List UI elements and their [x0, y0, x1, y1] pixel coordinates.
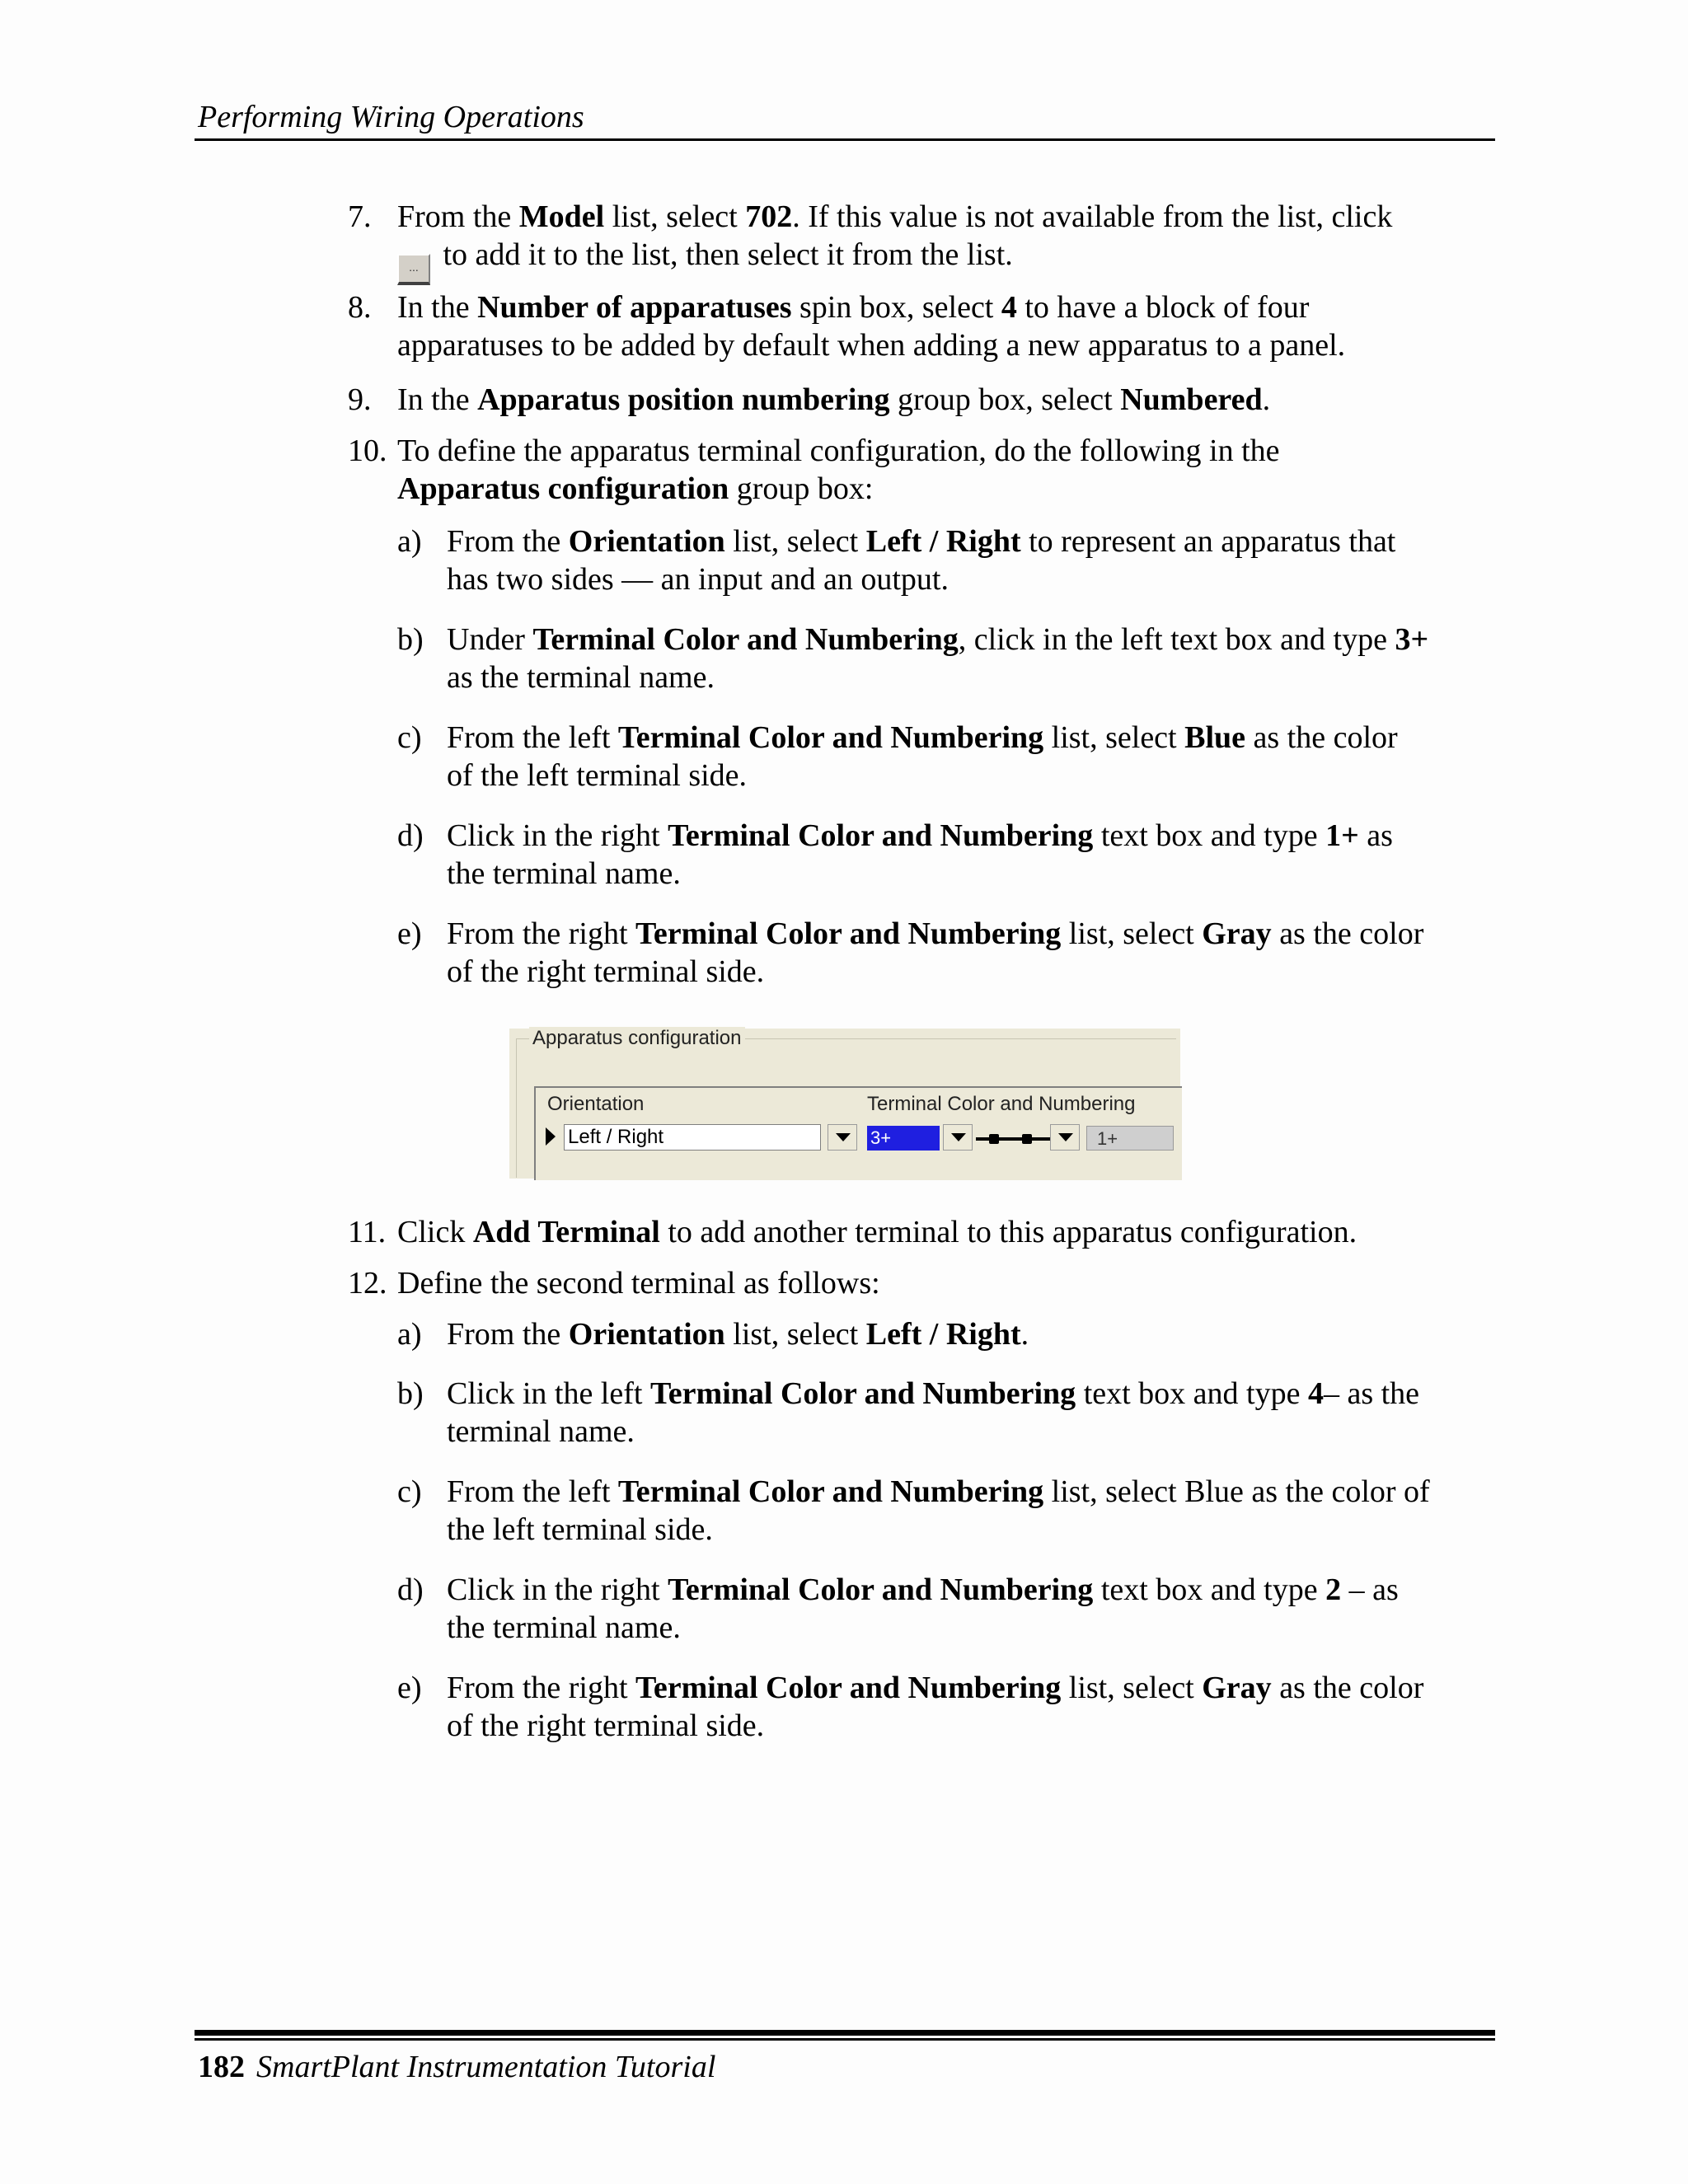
- ui-term: Apparatus position numbering: [477, 382, 890, 417]
- ui-term: Add Terminal: [472, 1215, 660, 1249]
- substep-10d: [397, 817, 1502, 896]
- step-text: list, select: [724, 524, 866, 559]
- step-text: as the color: [1271, 1671, 1424, 1705]
- left-terminal-color-dropdown-arrow-icon[interactable]: [943, 1124, 973, 1151]
- apparatus-configuration-screenshot: [509, 1029, 1180, 1179]
- terminal-column-header: Terminal Color and Numbering: [867, 1093, 1136, 1115]
- step-text: From the right: [447, 1671, 636, 1705]
- ui-term: Terminal Color and Numbering: [668, 818, 1094, 853]
- ui-value: Numbered: [1120, 382, 1263, 417]
- ui-term: Terminal Color and Numbering: [649, 1376, 1076, 1411]
- step-number: 11.: [348, 1215, 387, 1249]
- ui-value: 4: [1307, 1376, 1324, 1411]
- step-12: [348, 1264, 1502, 1304]
- step-text: as the color: [1271, 916, 1424, 951]
- ui-term: Terminal Color and Numbering: [617, 720, 1044, 755]
- page-number: 182: [198, 2050, 245, 2084]
- step-text: of the left terminal side.: [447, 758, 748, 793]
- substep-letter: c): [397, 1474, 422, 1509]
- step-text: From the: [447, 1317, 569, 1352]
- footer-rule-thick: [195, 2030, 1495, 2036]
- substep-12a: [397, 1315, 1502, 1355]
- ui-value: Left / Right: [865, 1317, 1021, 1352]
- orientation-combo[interactable]: Left / Right: [564, 1124, 821, 1151]
- step-text: list, select: [1061, 1671, 1203, 1705]
- step-text: .: [1262, 382, 1271, 417]
- ui-value: 1+: [1325, 818, 1359, 853]
- step-number: 12.: [348, 1266, 387, 1301]
- step-text: – as the: [1323, 1376, 1420, 1411]
- step-text: text box and type: [1076, 1376, 1308, 1411]
- step-text: Click in the left: [447, 1376, 650, 1411]
- substep-letter: e): [397, 916, 422, 951]
- step-text: list, select: [604, 199, 746, 234]
- step-text: group box:: [729, 471, 874, 506]
- right-terminal-color-dropdown-arrow-icon[interactable]: [1050, 1124, 1080, 1151]
- substep-letter: c): [397, 720, 422, 755]
- substep-10c: [397, 719, 1502, 798]
- ui-value: Blue: [1184, 720, 1246, 755]
- step-8: [348, 288, 1502, 368]
- group-box-legend: Apparatus configuration: [529, 1027, 745, 1050]
- step-text: In the: [397, 382, 478, 417]
- substep-letter: a): [397, 524, 422, 559]
- step-text: list, select: [1061, 916, 1203, 951]
- step-text: – as: [1341, 1572, 1399, 1607]
- substep-10a: [397, 523, 1502, 602]
- ellipsis-button[interactable]: ...: [397, 254, 430, 285]
- ui-value: 4: [1001, 290, 1017, 325]
- step-text: From the left: [447, 720, 618, 755]
- substep-letter: b): [397, 1376, 424, 1411]
- step-10: [348, 432, 1502, 511]
- wire-connector-dot: [1022, 1134, 1032, 1144]
- step-text: text box and type: [1093, 818, 1326, 853]
- step-text: to have a block of four: [1016, 290, 1310, 325]
- step-text: apparatuses to be added by default when adding a new apparatus to a panel.: [397, 328, 1346, 363]
- step-text: From the: [447, 524, 569, 559]
- step-text: .: [1020, 1317, 1029, 1352]
- ui-term: Terminal Color and Numbering: [532, 622, 959, 657]
- step-9: [348, 381, 1502, 420]
- step-text: to add it to the list, then select it from the list.: [435, 237, 1013, 272]
- step-text: to represent an apparatus that: [1020, 524, 1396, 559]
- substep-letter: d): [397, 818, 424, 853]
- step-text: Click in the right: [447, 1572, 668, 1607]
- step-number: 9.: [348, 382, 372, 417]
- terminal-wire: [976, 1137, 1058, 1141]
- step-text: To define the apparatus terminal configuration, do the following in the: [397, 434, 1280, 468]
- step-text: From the left: [447, 1474, 618, 1509]
- step-text: Click in the right: [447, 818, 668, 853]
- step-text: list, select: [724, 1317, 866, 1352]
- header-rule: [195, 138, 1495, 141]
- ui-value: 3+: [1395, 622, 1429, 657]
- page-header-title: Performing Wiring Operations: [198, 100, 584, 134]
- page-footer: [198, 2047, 715, 2087]
- step-text: Define the second terminal as follows:: [397, 1266, 880, 1301]
- step-text: Under: [447, 622, 533, 657]
- step-text: terminal name.: [447, 1414, 635, 1449]
- book-title: SmartPlant Instrumentation Tutorial: [256, 2050, 716, 2084]
- ui-term: Apparatus configuration: [397, 471, 729, 506]
- substep-letter: e): [397, 1671, 422, 1705]
- substep-10e: [397, 915, 1502, 994]
- step-number: 10.: [348, 434, 387, 468]
- ui-term: Number of apparatuses: [477, 290, 792, 325]
- ui-term: Orientation: [568, 524, 725, 559]
- orientation-column-header: Orientation: [547, 1093, 645, 1115]
- footer-rule-thin: [195, 2038, 1495, 2041]
- right-terminal-name-field[interactable]: 1+: [1086, 1126, 1174, 1151]
- step-text: From the: [397, 199, 519, 234]
- substep-letter: b): [397, 622, 424, 657]
- ui-term: Terminal Color and Numbering: [635, 1671, 1062, 1705]
- step-number: 7.: [348, 199, 372, 234]
- step-text: has two sides — an input and an output.: [447, 562, 949, 597]
- substep-10b: [397, 621, 1502, 700]
- step-text: text box and type: [1093, 1572, 1326, 1607]
- step-text: the terminal name.: [447, 1610, 681, 1645]
- substep-12b: [397, 1375, 1502, 1454]
- substep-letter: d): [397, 1572, 424, 1607]
- ui-term: Terminal Color and Numbering: [617, 1474, 1044, 1509]
- substep-letter: a): [397, 1317, 422, 1352]
- step-text: In the: [397, 290, 478, 325]
- step-text: , click in the left text box and type: [958, 622, 1395, 657]
- step-text: From the right: [447, 916, 636, 951]
- ui-value: Gray: [1202, 916, 1272, 951]
- step-text: spin box, select: [791, 290, 1001, 325]
- ui-value: Left / Right: [865, 524, 1021, 559]
- substep-12d: [397, 1571, 1502, 1650]
- ui-term: Terminal Color and Numbering: [668, 1572, 1094, 1607]
- step-11: [348, 1213, 1502, 1253]
- step-text: as the color: [1245, 720, 1398, 755]
- ui-term: Model: [518, 199, 605, 234]
- row-selector-arrow-icon[interactable]: [541, 1124, 559, 1149]
- step-text: to add another terminal to this apparatus configuration.: [659, 1215, 1357, 1249]
- step-number: 8.: [348, 290, 372, 325]
- step-text: list, select: [1043, 720, 1185, 755]
- ui-term: Terminal Color and Numbering: [635, 916, 1062, 951]
- substep-12c: [397, 1473, 1502, 1552]
- step-7: [348, 198, 1502, 277]
- step-text: as: [1358, 818, 1393, 853]
- step-text: Click: [397, 1215, 473, 1249]
- ui-term: Orientation: [568, 1317, 725, 1352]
- substep-12e: [397, 1669, 1502, 1748]
- step-text: the terminal name.: [447, 856, 681, 891]
- left-terminal-name-field[interactable]: 3+: [867, 1126, 940, 1151]
- step-text: of the right terminal side.: [447, 1708, 765, 1743]
- step-text: the left terminal side.: [447, 1512, 713, 1547]
- step-text: of the right terminal side.: [447, 954, 765, 989]
- step-text: as the terminal name.: [447, 660, 715, 695]
- ui-value: 2: [1325, 1572, 1342, 1607]
- step-text: . If this value is not available from the list, click: [792, 199, 1393, 234]
- step-text: group box, select: [889, 382, 1121, 417]
- orientation-dropdown-arrow-icon[interactable]: [828, 1124, 857, 1151]
- ui-value: Gray: [1202, 1671, 1272, 1705]
- step-text: list, select Blue as the color of: [1043, 1474, 1430, 1509]
- wire-connector-dot: [989, 1134, 999, 1144]
- ui-value: 702: [745, 199, 793, 234]
